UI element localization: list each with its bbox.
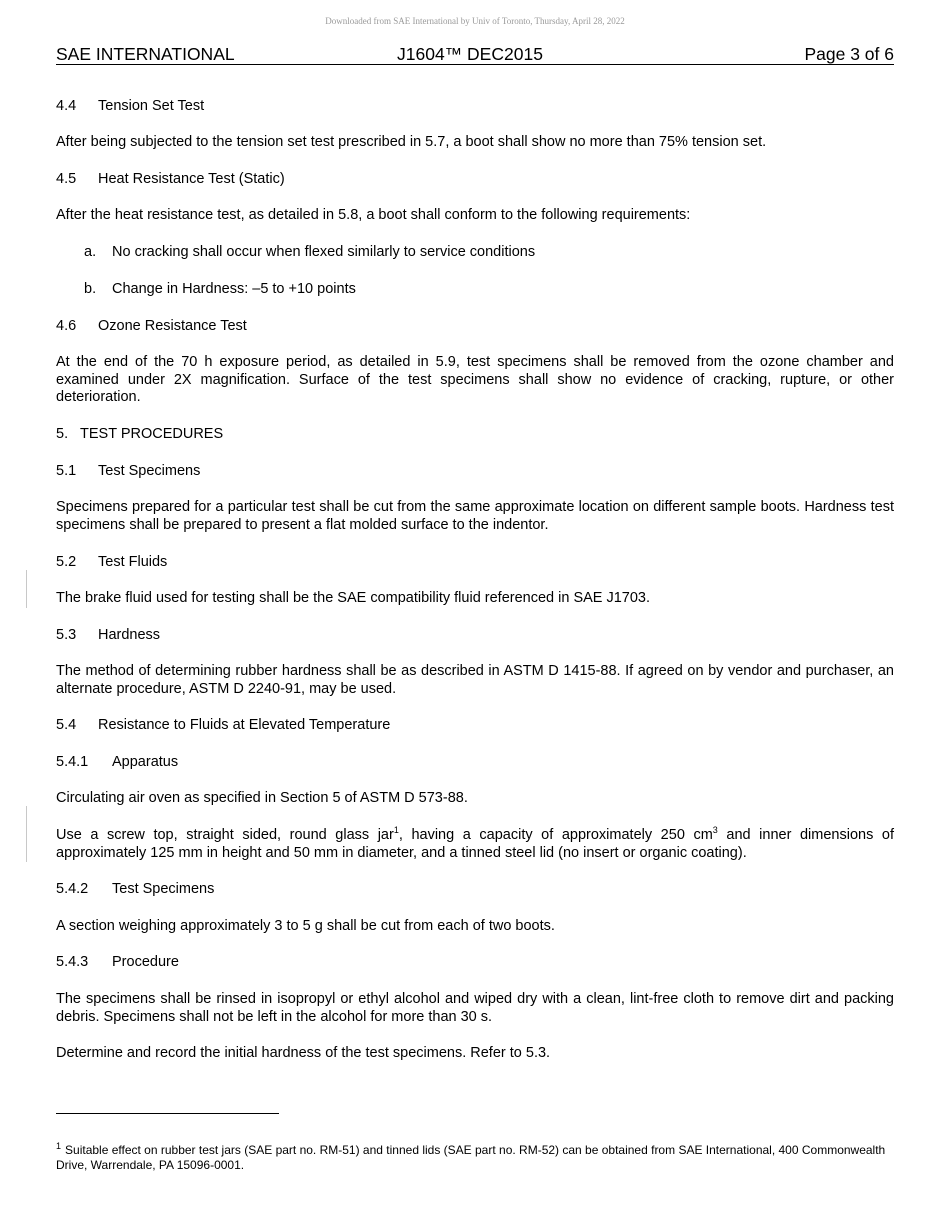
section-title: TEST PROCEDURES: [80, 426, 224, 442]
section-number: 4.6: [56, 318, 77, 334]
section-heading-5-3: [56, 627, 894, 645]
section-number: 5.2: [56, 554, 77, 570]
header-document-id: J1604™ DEC2015: [397, 44, 543, 64]
change-bar: [26, 806, 27, 862]
section-title: Ozone Resistance Test: [98, 318, 247, 334]
section-title: Test Specimens: [112, 881, 215, 897]
footnote-text: Suitable effect on rubber test jars (SAE part no. RM-51) and tinned lids (SAE part no. RM-52) can be obtained from SAE International, 400 Commonwealth Drive, Warrendale, PA 15096-0001.: [56, 1143, 886, 1172]
section-heading-4-5: [56, 171, 894, 189]
section-number: 5.4: [56, 717, 77, 733]
section-number: 5.: [56, 426, 69, 442]
list-item-text: Change in Hardness: –5 to +10 points: [112, 281, 356, 297]
footnote: [56, 1143, 894, 1173]
section-heading-4-6: [56, 318, 894, 336]
section-number: 4.4: [56, 98, 77, 114]
paragraph-5-4-1-jar: Use a screw top, straight sided, round glass jar$^1$, having a capacity of approximately 250 $cm^3$ and inner dimensions of approximately 125 mm in height and 50 mm in diameter, and a tinned steel lid (no insert or organic coating).: [56, 825, 894, 861]
page-header: [56, 44, 894, 65]
section-number: 5.4.1: [56, 754, 89, 770]
section-title: Heat Resistance Test (Static): [98, 171, 285, 187]
section-heading-5-1: [56, 463, 894, 481]
list-item: [84, 244, 894, 262]
header-organization: SAE INTERNATIONAL: [56, 44, 235, 64]
change-bar: [26, 570, 27, 608]
section-heading-5-4-3: [56, 954, 894, 972]
paragraph-5-3: The method of determining rubber hardness shall be as described in ASTM D 1415-88. If agreed on by vendor and purchaser, an alternate procedure, ASTM D 2240-91, may be used.: [56, 663, 894, 697]
section-heading-5-4: [56, 717, 894, 735]
paragraph-5-4-3-hardness: Determine and record the initial hardness of the test specimens. Refer to 5.3.: [56, 1045, 551, 1061]
section-heading-5-2: [56, 554, 894, 572]
footnote-reference[interactable]: 1: [393, 825, 399, 835]
paragraph-4-4: After being subjected to the tension set test prescribed in 5.7, a boot shall show no more than 75% tension set.: [56, 134, 767, 150]
section-heading-5-4-2: [56, 881, 894, 899]
section-title: Procedure: [112, 954, 179, 970]
section-number: 5.4.2: [56, 881, 89, 897]
section-heading-4-4: [56, 98, 894, 116]
section-title: Test Specimens: [98, 463, 201, 479]
footnote-marker: 1: [56, 1141, 62, 1151]
paragraph-4-5: After the heat resistance test, as detailed in 5.8, a boot shall conform to the following requirements:: [56, 207, 691, 223]
section-number: 5.4.3: [56, 954, 89, 970]
list-item-label: a.: [84, 244, 97, 260]
section-number: 4.5: [56, 171, 77, 187]
paragraph-5-2: The brake fluid used for testing shall be the SAE compatibility fluid referenced in SAE J1703.: [56, 590, 651, 606]
list-item: [84, 281, 894, 299]
paragraph-5-4-1-oven: Circulating air oven as specified in Section 5 of ASTM D 573-88.: [56, 790, 468, 806]
paragraph-5-4-2: A section weighing approximately 3 to 5 g shall be cut from each of two boots.: [56, 918, 555, 934]
header-page-number: Page 3 of 6: [804, 44, 894, 64]
section-title: Apparatus: [112, 754, 179, 770]
section-title: Resistance to Fluids at Elevated Temperature: [98, 717, 391, 733]
paragraph-4-6: At the end of the 70 h exposure period, as detailed in 5.9, test specimens shall be removed from the ozone chamber and examined under 2X magnification. Surface of the test specimens shall show no evidence of cracking, rupture, or other deterioration.: [56, 354, 894, 405]
section-number: 5.3: [56, 627, 77, 643]
section-title: Test Fluids: [98, 554, 168, 570]
section-heading-5: [56, 426, 894, 444]
download-notice: Downloaded from SAE International by Univ of Toronto, Thursday, April 28, 2022: [325, 16, 625, 26]
section-title: Tension Set Test: [98, 98, 205, 114]
section-title: Hardness: [98, 627, 161, 643]
footnote-separator: [56, 1113, 279, 1114]
paragraph-5-4-3-rinse: The specimens shall be rinsed in isopropyl or ethyl alcohol and wiped dry with a clean, lint-free cloth to remove dirt and packing debris. Specimens shall not be left in the alcohol for more than 30 s.: [56, 991, 894, 1025]
section-heading-5-4-1: [56, 754, 894, 772]
list-item-label: b.: [84, 281, 97, 297]
superscript-exponent: 3: [712, 825, 718, 835]
paragraph-5-1: Specimens prepared for a particular test shall be cut from the same approximate location on different sample boots. Hardness test specimens shall be prepared to present a flat molded surface to the indentor.: [56, 499, 894, 533]
list-item-text: No cracking shall occur when flexed similarly to service conditions: [112, 244, 536, 260]
section-number: 5.1: [56, 463, 77, 479]
